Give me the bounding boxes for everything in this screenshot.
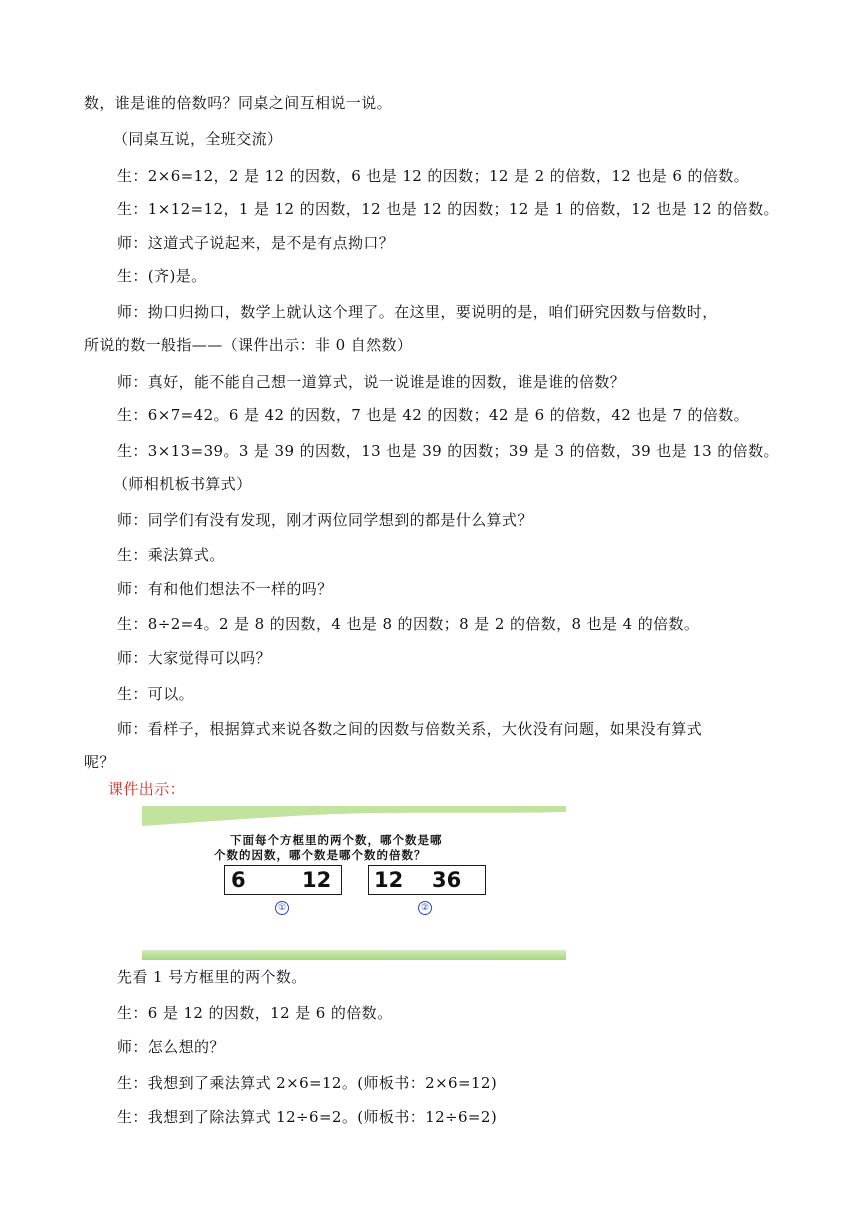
- paragraph-line: 生：2×6=12，2 是 12 的因数，6 也是 12 的因数；12 是 2 的倍数，12 也是 6 的倍数。: [117, 167, 750, 185]
- slide-top-band: [142, 806, 566, 828]
- paragraph-line: 师：大家觉得可以吗？: [117, 649, 272, 667]
- box2-second-number: 36: [432, 868, 462, 892]
- paragraph-line: （师相机板书算式）: [113, 475, 252, 493]
- paragraph-line: （同桌互说，全班交流）: [113, 130, 283, 148]
- paragraph-line: 生：8÷2=4。2 是 8 的因数，4 也是 8 的因数；8 是 2 的倍数，8 也是 4 的倍数。: [117, 615, 700, 633]
- slide-bottom-band: [142, 950, 566, 960]
- paragraph-line: 生：3×13=39。3 是 39 的因数，13 也是 39 的因数；39 是 3 的倍数，39 也是 13 的倍数。: [117, 442, 779, 460]
- paragraph-line: 生：6 是 12 的因数，12 是 6 的倍数。: [117, 1004, 393, 1022]
- paragraph-line: 生：1×12=12，1 是 12 的因数，12 也是 12 的因数；12 是 1 的倍数，12 也是 12 的倍数。: [117, 200, 779, 218]
- paragraph-line: 数，谁是谁的倍数吗？同桌之间互相说一说。: [84, 94, 393, 112]
- paragraph-line: 师：这道式子说起来，是不是有点拗口？: [117, 234, 395, 252]
- box1-first-number: 6: [231, 868, 246, 892]
- box2-index-mark: ②: [418, 901, 432, 915]
- paragraph-line: 师：有和他们想法不一样的吗？: [117, 580, 333, 598]
- slide-question-line-2: 个数的因数，哪个数是哪个数的倍数？: [214, 848, 427, 862]
- slide-question-line-1: 下面每个方框里的两个数，哪个数是哪: [230, 833, 443, 847]
- paragraph-line: 师：看样子，根据算式来说各数之间的因数与倍数关系，大伙没有问题，如果没有算式: [117, 720, 703, 738]
- number-box-1: [224, 865, 342, 895]
- paragraph-line: 生：乘法算式。: [117, 546, 225, 564]
- paragraph-line: 师：怎么想的？: [117, 1038, 225, 1056]
- paragraph-line: 师：拗口归拗口，数学上就认这个理了。在这里，要说明的是，咱们研究因数与倍数时，: [117, 303, 718, 321]
- paragraph-line: 生：可以。: [117, 685, 195, 703]
- box1-second-number: 12: [302, 868, 332, 892]
- paragraph-line: 呢？: [84, 753, 115, 771]
- number-box-2: [368, 865, 486, 895]
- courseware-label: 课件出示：: [108, 780, 186, 798]
- courseware-slide: [142, 806, 566, 960]
- paragraph-line: 生：6×7=42。6 是 42 的因数，7 也是 42 的因数；42 是 6 的倍数，42 也是 7 的倍数。: [117, 406, 750, 424]
- paragraph-line: 师：同学们有没有发现，刚才两位同学想到的都是什么算式？: [117, 511, 533, 529]
- paragraph-line: 师：真好，能不能自己想一道算式，说一说谁是谁的因数，谁是谁的倍数？: [117, 373, 626, 391]
- paragraph-line: 生：我想到了乘法算式 2×6=12。(师板书：2×6=12): [117, 1074, 498, 1092]
- paragraph-line: 生：(齐)是。: [117, 267, 207, 285]
- paragraph-line: 先看 1 号方框里的两个数。: [117, 968, 307, 986]
- slide-band-shape: [142, 806, 566, 826]
- paragraph-line: 所说的数一般指——（课件出示：非 0 自然数）: [84, 336, 413, 354]
- box1-index-mark: ①: [275, 901, 289, 915]
- box2-first-number: 12: [374, 868, 404, 892]
- paragraph-line: 生：我想到了除法算式 12÷6=2。(师板书：12÷6=2): [117, 1108, 498, 1126]
